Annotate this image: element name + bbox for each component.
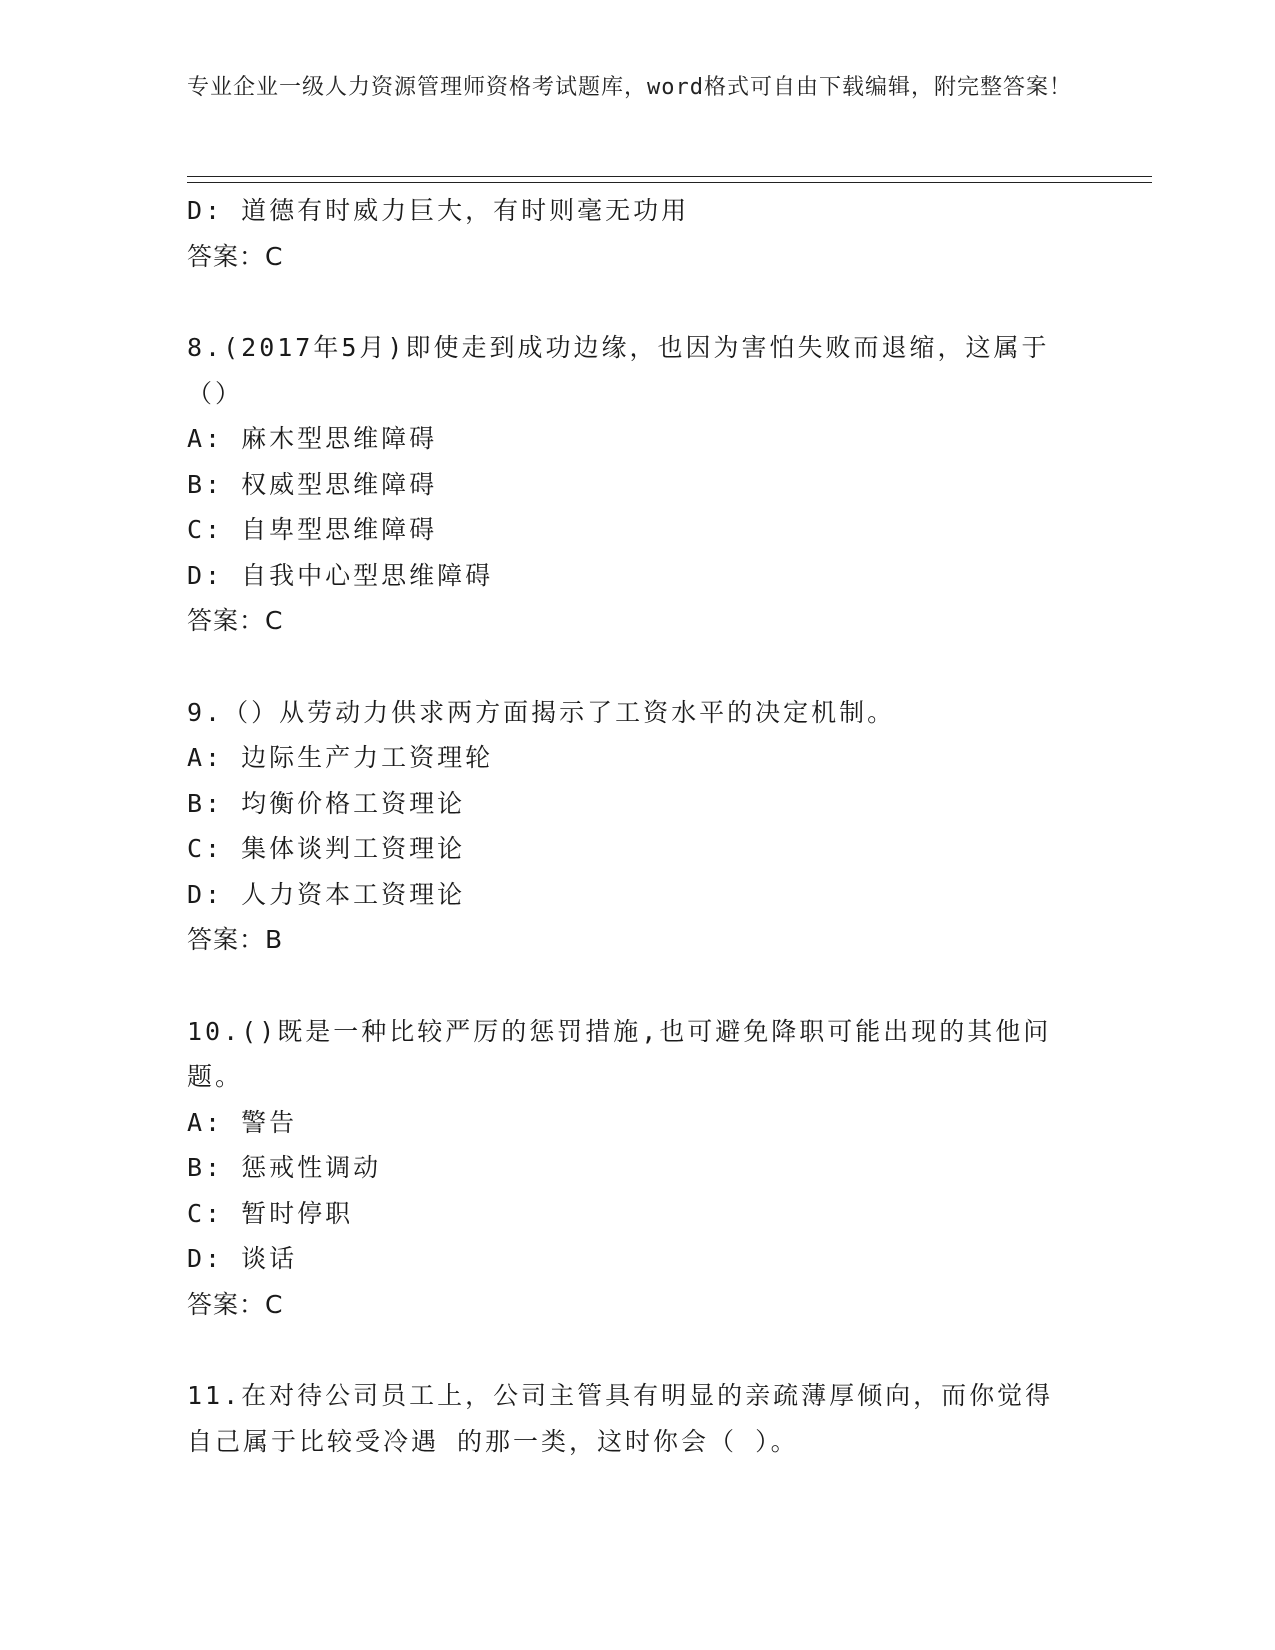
- option-d: D: 谈话: [187, 1244, 298, 1273]
- answer: 答案：C: [187, 1289, 284, 1319]
- answer: 答案：B: [187, 925, 284, 954]
- header-text: 专业企业一级人力资源管理师资格考试题库，word格式可自由下载编辑，附完整答案！: [187, 75, 1072, 100]
- header-rule-bottom: [187, 182, 1152, 183]
- answer: 答案：C: [187, 241, 284, 271]
- option-c: C: 集体谈判工资理论: [187, 834, 466, 863]
- question-10: [187, 1009, 1087, 1328]
- question-stem: 8.(2017年5月)即使走到成功边缘，也因为害怕失败而退缩，这属于: [187, 333, 1050, 362]
- option-b: B: 均衡价格工资理论: [187, 788, 466, 818]
- question-stem-cont: （）: [187, 378, 244, 408]
- question-content: [187, 188, 1087, 1464]
- question-stem: 11.在对待公司员工上，公司主管具有明显的亲疏薄厚倾向，而你觉得: [187, 1381, 1054, 1410]
- option-b: B: 权威型思维障碍: [187, 469, 438, 499]
- option-c: C: 自卑型思维障碍: [187, 515, 438, 544]
- question-stem-cont: 题。: [187, 1062, 244, 1091]
- option-a: A: 警告: [187, 1107, 298, 1137]
- answer: 答案：C: [187, 606, 284, 635]
- option-d: D: 自我中心型思维障碍: [187, 560, 494, 590]
- header-rule-top: [187, 176, 1152, 177]
- page-header: [187, 72, 1077, 104]
- option-b: B: 惩戒性调动: [187, 1153, 382, 1182]
- question-11: [187, 1373, 1087, 1464]
- option-c: C: 暂时停职: [187, 1198, 354, 1228]
- option-d: D: 人力资本工资理论: [187, 879, 466, 909]
- option-d: D: 道德有时威力巨大，有时则毫无功用: [187, 196, 690, 225]
- option-a: A: 麻木型思维障碍: [187, 424, 438, 453]
- question-8: [187, 325, 1087, 644]
- option-a: A: 边际生产力工资理轮: [187, 743, 494, 772]
- question-stem-cont: 自己属于比较受冷遇 的那一类，这时你会（ ）。: [187, 1426, 799, 1456]
- question-stem: 9.（）从劳动力供求两方面揭示了工资水平的决定机制。: [187, 697, 896, 727]
- question-9: [187, 690, 1087, 963]
- question-stem: 10.()既是一种比较严厉的惩罚措施,也可避免降职可能出现的其他问: [187, 1016, 1052, 1046]
